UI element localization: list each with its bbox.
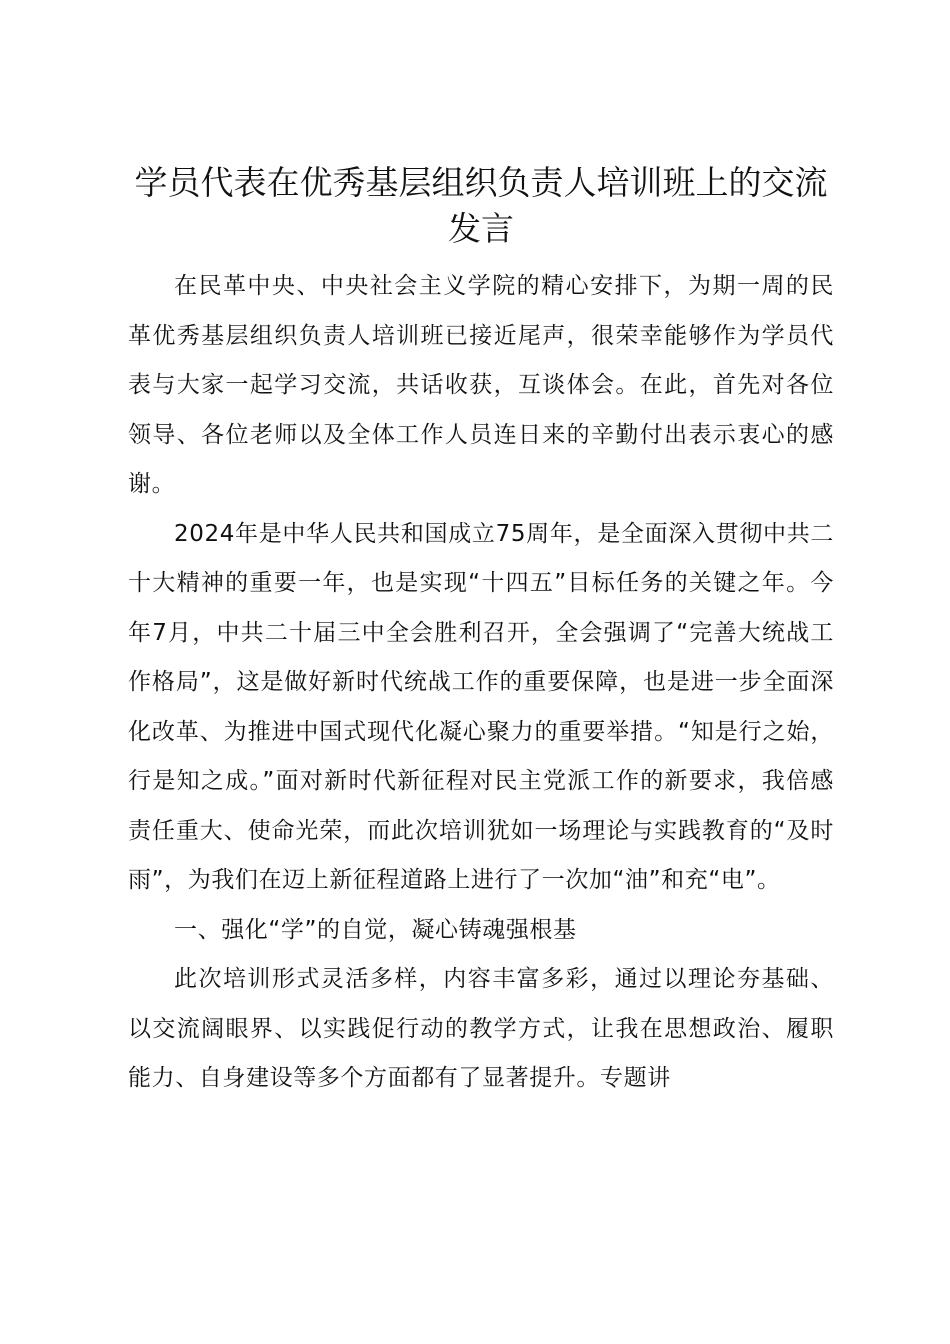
paragraph-section-one: 此次培训形式灵活多样，内容丰富多彩，通过以理论夯基础、以交流阔眼界、以实践促行动的教学方式，让我在思想政治、履职能力、自身建设等多个方面都有了显著提升。专题讲 <box>128 966 834 1091</box>
paragraph-intro: 在民革中央、中央社会主义学院的精心安排下，为期一周的民革优秀基层组织负责人培训班已接近尾声，很荣幸能够作为学员代表与大家一起学习交流，共话收获，互谈体会。在此，首先对各位领导、各位老师以及全体工作人员连日来的辛勤付出表示衷心的感谢。 <box>128 273 834 497</box>
document-page <box>128 160 834 1104</box>
paragraph-context: 2024年是中华人民共和国成立75周年，是全面深入贯彻中共二十大精神的重要一年，也是实现“十四五”目标任务的关键之年。今年7月，中共二十届三中全会胜利召开，全会强调了“完善大统战工作格局”，这是做好新时代统战工作的重要保障，也是进一步全面深化改革、为推进中国式现代化凝心聚力的重要举措。“知是行之始，行是知之成。”面对新时代新征程对民主党派工作的新要求，我倍感责任重大、使命光荣，而此次培训犹如一场理论与实践教育的“及时雨”，为我们在迈上新征程道路上进行了一次加“油”和充“电”。 <box>128 520 834 893</box>
document-body <box>128 262 834 1104</box>
document-title: 学员代表在优秀基层组织负责人培训班上的交流发言 <box>134 163 828 248</box>
section-heading: 一、强化“学”的自觉，凝心铸魂强根基 <box>174 916 577 943</box>
